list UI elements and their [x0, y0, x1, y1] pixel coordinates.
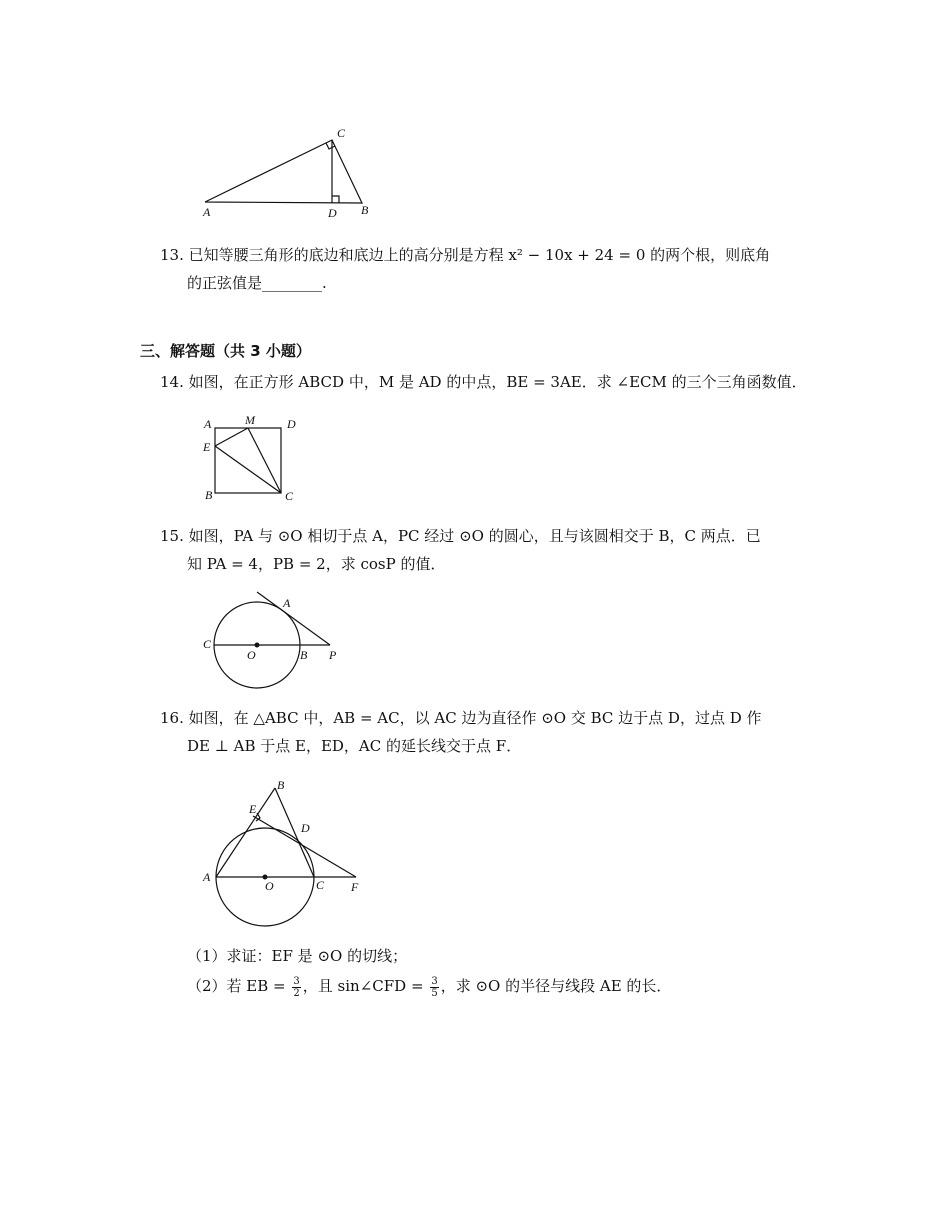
fraction-eb-num: 3: [293, 975, 300, 987]
label-c: C: [316, 878, 325, 892]
fraction-sin-num: 3: [431, 975, 438, 987]
label-b: B: [361, 203, 369, 217]
q15-line2: 知 PA = 4，PB = 2，求 cosP 的值．: [187, 555, 446, 573]
fraction-eb: [292, 976, 300, 999]
q14-number: 14.: [160, 373, 184, 391]
q13-line1: 已知等腰三角形的底边和底边上的高分别是方程 x² − 10x + 24 = 0 的两个根，则底角: [188, 246, 771, 264]
label-c: C: [203, 637, 212, 651]
side-ab: [216, 788, 275, 877]
q16-sub2-pre: （2）若 EB =: [187, 977, 286, 995]
segment-ec: [215, 446, 281, 493]
q16-figure: [198, 772, 366, 932]
question-14: [160, 368, 820, 396]
q12-figure: [195, 125, 380, 223]
label-e: E: [249, 802, 257, 816]
label-b: B: [277, 778, 285, 792]
label-b: B: [205, 488, 213, 502]
label-c: C: [285, 489, 294, 503]
label-a: A: [283, 596, 291, 610]
question-16: [160, 704, 820, 760]
question-15: [160, 522, 820, 578]
q15-number: 15.: [160, 527, 184, 545]
right-angle-mark-d: [332, 196, 339, 203]
fraction-eb-den: 2: [293, 987, 300, 999]
q16-line1: 如图，在 △ABC 中，AB = AC，以 AC 边为直径作 ⊙O 交 BC 边于点 D，过点 D 作: [188, 709, 762, 727]
q16-sub2-mid: ，且 sin∠CFD =: [302, 977, 424, 995]
label-d: D: [301, 821, 310, 835]
segment-mc: [248, 428, 281, 493]
label-a: A: [203, 205, 211, 219]
q16-sub2-post: ，求 ⊙O 的半径与线段 AE 的长．: [440, 977, 672, 995]
label-b: B: [300, 648, 308, 662]
tangent-pa: [257, 592, 330, 645]
question-13: [160, 241, 820, 297]
label-a: A: [203, 870, 211, 884]
q16-line2: DE ⊥ AB 于点 E，ED，AC 的延长线交于点 F．: [187, 737, 522, 755]
label-f: F: [351, 880, 359, 894]
label-e: E: [203, 440, 211, 454]
label-a: A: [204, 417, 212, 431]
section-heading: 三、解答题（共 3 小题）: [140, 342, 311, 360]
fraction-sin: [430, 976, 438, 999]
label-p: P: [329, 648, 337, 662]
label-o: O: [247, 648, 256, 662]
triangle-abc: [205, 140, 362, 203]
q15-figure: [198, 588, 348, 692]
label-m: M: [245, 413, 255, 427]
q16-sub2: [187, 972, 671, 1000]
q13-line2: 的正弦值是________.: [187, 274, 327, 292]
label-d: D: [287, 417, 296, 431]
segment-em: [215, 428, 248, 446]
fraction-sin-den: 5: [431, 987, 438, 999]
q16-number: 16.: [160, 709, 184, 727]
label-o: O: [265, 879, 274, 893]
q16-sub1: （1）求证：EF 是 ⊙O 的切线；: [187, 947, 408, 965]
q14-text: 如图，在正方形 ABCD 中，M 是 AD 的中点，BE = 3AE．求 ∠ECM 的三个三角函数值．: [188, 373, 807, 391]
q14-figure: [198, 408, 303, 506]
center-dot: [255, 643, 260, 648]
q13-number: 13.: [160, 246, 184, 264]
label-c: C: [337, 126, 346, 140]
label-d: D: [328, 206, 337, 220]
square-abcd: [215, 428, 281, 493]
q15-line1: 如图，PA 与 ⊙O 相切于点 A，PC 经过 ⊙O 的圆心，且与该圆相交于 B，C 两点．已: [188, 527, 761, 545]
